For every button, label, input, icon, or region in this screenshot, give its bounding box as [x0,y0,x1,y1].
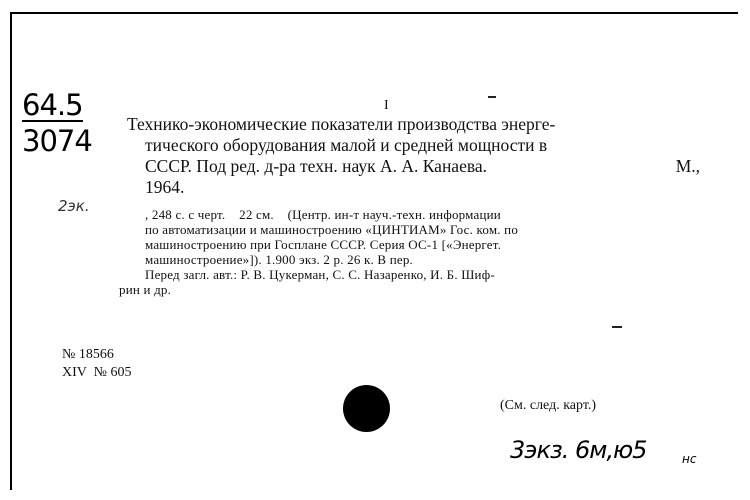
inventory-number: № 18566 [62,347,114,362]
title-line-2: тического оборудования малой и средней мощности в [145,135,548,155]
title-block [127,114,712,198]
card-left-border [10,12,12,490]
tick-mark: I [384,98,389,113]
handwritten-bottom-note: 3экз. 6м,ю5 [510,436,647,464]
description-line-4: машиностроение»]). 1.900 экз. 2 р. 26 к. В пер. [145,252,414,267]
continuation-note: (См. след. карт.) [500,398,597,413]
title-line-1: Технико-экономические показатели производства энерге- [127,114,556,134]
stray-mark [488,96,496,98]
title-line-3 [127,156,712,177]
title-place: М., [675,156,700,176]
stray-mark [612,326,622,328]
title-line-3-text: СССР. Под ред. д-ра техн. наук А. А. Канаева. [145,156,488,176]
description-block [119,207,711,297]
description-line-5: Перед загл. авт.: Р. В. Цукерман, С. С. Назаренко, И. Б. Шиф- [145,267,495,282]
description-line-1: , 248 с. с черт. 22 см. (Центр. ин-т науч.-техн. информации [145,207,501,222]
description-line-6: рин и др. [119,282,172,297]
description-line-2: по автоматизации и машиностроению «ЦИНТИАМ» Гос. ком. по [145,222,519,237]
inventory-series-number: XIV № 605 [62,365,132,380]
card-top-border [10,12,738,14]
shelfmark-line-2: 3074 [22,124,92,158]
title-line-4: 1964. [145,177,185,197]
handwritten-copies-note: 2эк. [58,197,90,215]
punch-hole [343,385,390,432]
shelfmark-line-1: 64.5 [22,88,83,122]
description-line-3: машиностроению при Госплане СССР. Серия ОС-1 [«Энергет. [145,237,502,252]
handwritten-corner-note: нс [682,452,697,466]
